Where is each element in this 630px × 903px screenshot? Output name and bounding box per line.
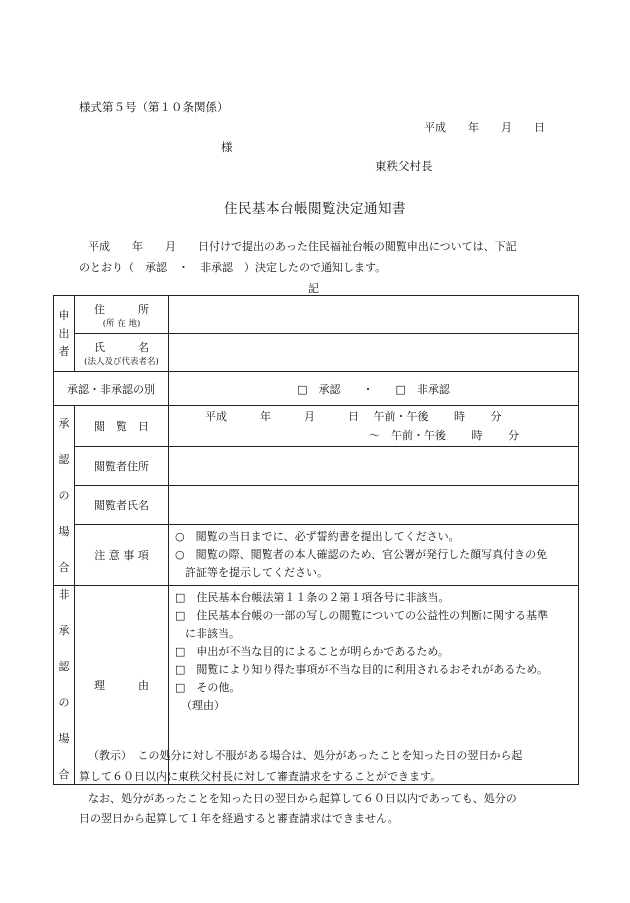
ki-heading: 記 [308,282,319,295]
notice-form-table [53,295,579,785]
decision-label: 承認・非承認の別 [54,372,169,406]
approval-label: 承 認 の 場 合 [54,406,75,586]
decision-options[interactable]: □ 承認 ・ □ 非承認 [169,372,579,406]
viewer-name-field[interactable] [169,486,579,525]
notes-content: ○ 閲覧の当日までに、必ず誓約書を提出してください。 ○ 閲覧の際、閲覧者の本人確認のため、官公署が発行した顔写真付きの免 許証等を提示してください。 [169,525,579,586]
notes-label: 注 意 事 項 [75,525,169,586]
notice-line-4: 日の翌日から起算して１年を経過すると審査請求はできません。 [79,812,399,825]
reasons-content: □ 住民基本台帳法第１１条の２第１項各号に非該当。 □ 住民基本台帳の一部の写しの閲覧についての公益性の判断に関する基準 に非該当。 □ 申出が不当な目的によることが明らかであるため。 □ 閲覧により知り得た事項が不当な目的に利用されるおそれがあるため。 □ その他。 （理由） [169,586,579,785]
name-label-cell: 氏 名 (法人及び代表者名) [75,334,169,372]
intro-line-1: 平成 年 月 日付けで提出のあった住民福祉台帳の閲覧申出については、下記 [88,240,517,253]
notice-line-3: なお、処分があったことを知った日の翌日から起算して６０日以内であっても、処分の [88,792,517,805]
viewer-address-label: 閲覧者住所 [75,447,169,486]
view-date-field[interactable]: 平成 年 月 日 午前・午後 時 分 ～ 午前・午後 時 分 [169,406,579,447]
addressee-sama: 様 [221,140,233,154]
form-number: 様式第５号（第１０条関係） [79,100,229,114]
issuer-name: 東秩父村長 [375,159,433,173]
viewer-address-field[interactable] [169,447,579,486]
notice-line-1: （教示） この処分に対し不服がある場合は、処分があったことを知った日の翌日から起 [88,749,523,762]
intro-line-2: のとおり（ 承認 ・ 非承認 ）決定したので通知します。 [79,261,387,274]
viewer-name-label: 閲覧者氏名 [75,486,169,525]
view-date-label: 閲 覧 日 [75,406,169,447]
address-label-cell: 住 所 (所 在 地) [75,296,169,334]
notice-line-2: 算して６０日以内に東秩父村長に対して審査請求をすることができます。 [79,770,442,783]
name-field[interactable] [169,334,579,372]
document-title: 住民基本台帳閲覧決定通知書 [224,201,406,217]
applicant-label: 申 出 者 [54,296,75,372]
address-field[interactable] [169,296,579,334]
issue-date: 平成 年 月 日 [424,121,545,134]
rejection-label: 非 承 認 の 場 合 [54,586,75,785]
reason-label: 理 由 [75,586,169,785]
